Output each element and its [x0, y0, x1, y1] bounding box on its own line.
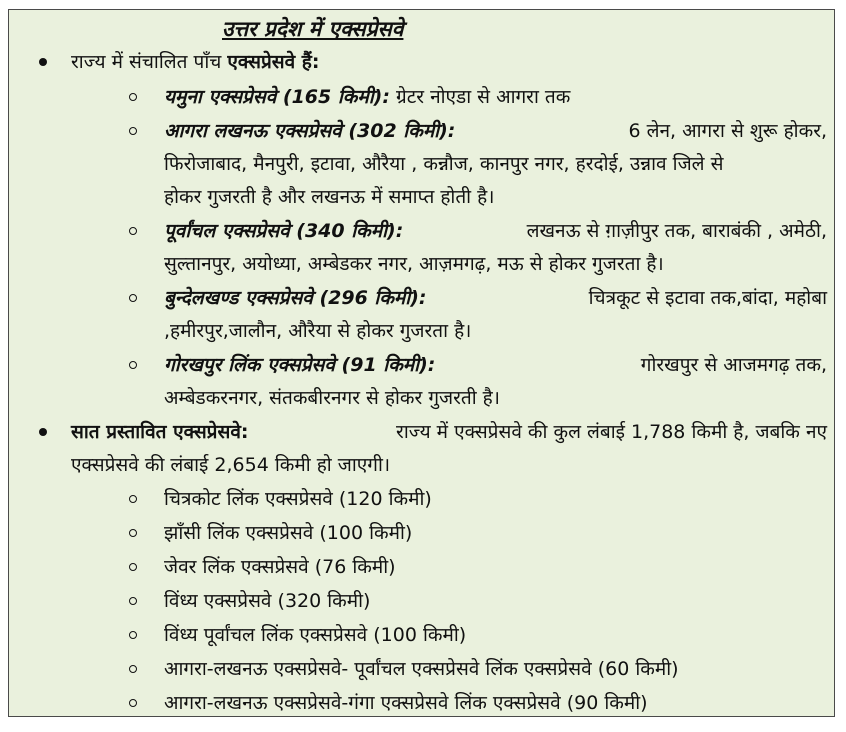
item-text-line: अम्बेडकरनगर, संतकबीरनगर से होकर गुजरती है। — [164, 387, 500, 409]
item-name: गोरखपुर लिंक एक्सप्रेसवे (91 किमी): — [164, 354, 436, 376]
item-name: बुन्देलखण्ड एक्सप्रेसवे (296 किमी): — [164, 287, 427, 309]
ring-bullet — [129, 361, 137, 369]
item-text-line: होकर गुजरती है और लखनऊ में समाप्त होती है। — [164, 186, 495, 208]
ring-bullet — [129, 563, 137, 571]
item-text-line: ,हमीरपुर,जालौन, औरैया से होकर गुजरता है। — [164, 320, 472, 342]
list-item-gorakhpur — [164, 348, 827, 382]
item-text: चित्रकूट से इटावा तक,बांदा, महोबा — [588, 287, 827, 309]
ring-bullet — [129, 495, 137, 503]
ring-bullet — [129, 294, 137, 302]
section2-text-line: एक्सप्रेसवे की लंबाई 2,654 किमी हो जाएगी। — [71, 454, 391, 476]
info-box — [8, 9, 835, 717]
ring-bullet — [129, 597, 137, 605]
list-item-yamuna — [164, 80, 570, 114]
list-item: विंध्य एक्सप्रेसवे (320 किमी) — [164, 590, 371, 612]
page-title: उत्तर प्रदेश में एक्सप्रेसवे — [222, 17, 404, 41]
ring-bullet — [129, 127, 137, 135]
item-name: आगरा लखनऊ एक्सप्रेसवे (302 किमी): — [164, 120, 456, 142]
section1-intro-bold: एक्सप्रेसवे हैं: — [227, 51, 320, 73]
bullet-section2 — [39, 428, 47, 436]
section2-intro — [71, 415, 827, 449]
list-item: चित्रकोट लिंक एक्सप्रेसवे (120 किमी) — [164, 488, 432, 510]
item-text-line: सुल्तानपुर, अयोध्या, अम्बेडकर नगर, आज़मगढ़, मऊ से होकर गुजरता है। — [164, 253, 664, 275]
list-item-agra-lucknow — [164, 114, 827, 148]
list-item: झाँसी लिंक एक्सप्रेसवे (100 किमी) — [164, 522, 413, 544]
section2-heading: सात प्रस्तावित एक्सप्रेसवे: — [71, 421, 249, 443]
list-item-purvanchal — [164, 214, 827, 248]
item-name: पूर्वांचल एक्सप्रेसवे (340 किमी): — [164, 220, 404, 242]
item-name: यमुना एक्सप्रेसवे (165 किमी): — [164, 86, 390, 108]
section1-intro — [71, 45, 319, 79]
list-item: जेवर लिंक एक्सप्रेसवे (76 किमी) — [164, 556, 396, 578]
ring-bullet — [129, 631, 137, 639]
section2-text: राज्य में एक्सप्रेसवे की कुल लंबाई 1,788 किमी है, जबकि नए — [396, 421, 827, 443]
item-text: ग्रेटर नोएडा से आगरा तक — [395, 86, 571, 108]
bullet-section1 — [39, 58, 47, 66]
item-text: गोरखपुर से आजमगढ़ तक, — [640, 354, 827, 376]
ring-bullet — [129, 529, 137, 537]
item-text: 6 लेन, आगरा से शुरू होकर, — [628, 120, 827, 142]
ring-bullet — [129, 699, 137, 707]
item-text: लखनऊ से ग़ाज़ीपुर तक, बाराबंकी , अमेठी, — [526, 220, 827, 242]
item-text-line: फिरोजाबाद, मैनपुरी, इटावा, औरैया , कन्नौज, कानपुर नगर, हरदोई, उन्नाव जिले से — [164, 153, 724, 175]
section1-intro-text: राज्य में संचालित पाँच — [71, 51, 222, 73]
list-item: विंध्य पूर्वांचल लिंक एक्सप्रेसवे (100 किमी) — [164, 624, 467, 646]
ring-bullet — [129, 93, 137, 101]
list-item: आगरा-लखनऊ एक्सप्रेसवे- पूर्वांचल एक्सप्रेसवे लिंक एक्सप्रेसवे (60 किमी) — [164, 658, 679, 680]
list-item: आगरा-लखनऊ एक्सप्रेसवे-गंगा एक्सप्रेसवे लिंक एक्सप्रेसवे (90 किमी) — [164, 692, 648, 714]
list-item-bundelkhand — [164, 281, 827, 315]
ring-bullet — [129, 227, 137, 235]
ring-bullet — [129, 665, 137, 673]
